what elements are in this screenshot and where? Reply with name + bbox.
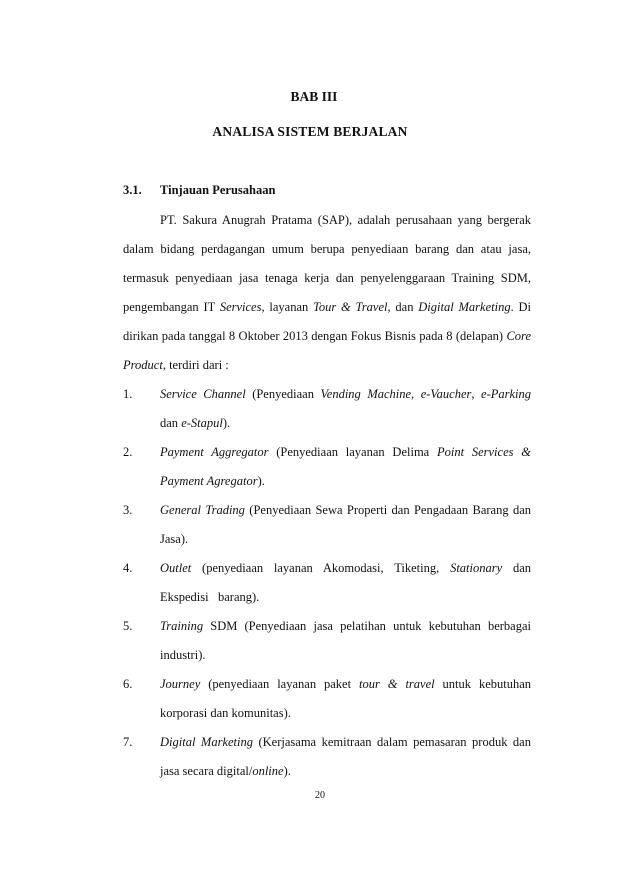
chapter-title: ANALISA SISTEM BERJALAN	[212, 124, 408, 139]
intro-line-1: PT. Sakura Anugrah Pratama (SAP), adalah perusahaan yang bergerak	[160, 213, 531, 227]
list-item-number: 5.	[123, 619, 133, 633]
list-item-number: 4.	[123, 561, 133, 575]
list-item-line: Jasa).	[160, 532, 189, 546]
intro-line-5: dirikan pada tanggal 8 Oktober 2013 dengan Fokus Bisnis pada 8 (delapan) Core	[123, 329, 531, 343]
list-item-line: Digital Marketing (Kerjasama kemitraan dalam pemasaran produk dan	[160, 735, 531, 749]
list-item-line: dan e-Stapul).	[160, 416, 231, 430]
list-item-line: Journey (penyediaan layanan paket tour & travel untuk kebutuhan	[160, 677, 532, 691]
list-item-number: 1.	[123, 387, 133, 401]
list-item-line: General Trading (Penyediaan Sewa Properti dan Pengadaan Barang dan	[160, 503, 531, 517]
intro-line-6: Product, terdiri dari :	[123, 358, 229, 372]
list-item-line: korporasi dan komunitas).	[160, 706, 291, 720]
list-item-line: Ekspedisi barang).	[160, 590, 260, 604]
page-number: 20	[315, 790, 325, 801]
list-item-number: 2.	[123, 445, 133, 459]
list-item-number: 6.	[123, 677, 133, 691]
chapter-number: BAB III	[290, 89, 338, 104]
list-item-number: 3.	[123, 503, 133, 517]
section-number: 3.1.	[123, 183, 142, 197]
section-title: Tinjauan Perusahaan	[160, 183, 276, 197]
list-item-line: Payment Agregator).	[160, 474, 265, 488]
list-item-line: Service Channel (Penyediaan Vending Machine, e-Vaucher, e-Parking	[160, 387, 532, 401]
list-item-number: 7.	[123, 735, 133, 749]
list-item-line: jasa secara digital/online).	[160, 764, 291, 778]
intro-line-4: pengembangan IT Services, layanan Tour & Travel, dan Digital Marketing. Di	[123, 300, 531, 314]
intro-line-3: termasuk penyediaan jasa tenaga kerja dan penyelenggaraan Training SDM,	[123, 271, 531, 285]
list-item-line: Outlet (penyediaan layanan Akomodasi, Tiketing, Stationary dan	[160, 561, 531, 575]
intro-line-2: dalam bidang perdagangan umum berupa penyediaan barang dan atau jasa,	[123, 242, 531, 256]
section-heading	[123, 183, 275, 198]
list-item-line: industri).	[160, 648, 206, 662]
list-item-line: Payment Aggregator (Penyediaan layanan Delima Point Services &	[160, 445, 531, 459]
list-item-line: Training SDM (Penyediaan jasa pelatihan untuk kebutuhan berbagai	[160, 619, 531, 633]
